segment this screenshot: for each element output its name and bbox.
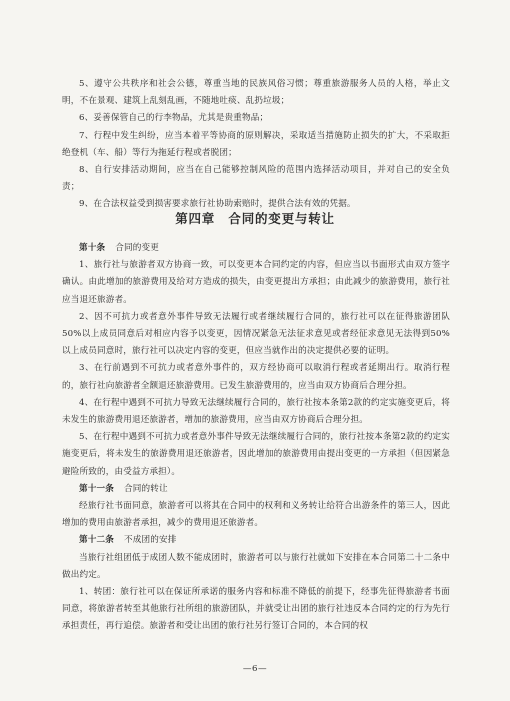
article-12-subtitle: 不成团的安排 bbox=[123, 535, 177, 546]
article-10-number: 第十条 bbox=[79, 243, 106, 253]
obligation-8: 8、自行安排活动期间，应当在自己能够控制风险的范围内选择活动项目，并对自己的安全负责； bbox=[62, 165, 450, 193]
article-10-para-4: 4、在行程中遇到不可抗力导致无法继续履行合同的，旅行社按本条第2款的约定实施变更后，将未发生的旅游费用退还旅游者，增加的旅游费用，应当由双方协商后合理分担。 bbox=[62, 397, 450, 426]
article-12-heading bbox=[62, 532, 450, 549]
article-10-para-1: 1、旅行社与旅游者双方协商一致，可以变更本合同约定的内容，但应当以书面形式由双方签字确认。由此增加的旅游费用及给对方造成的损失，由变更提出方承担；由此减少的旅游费用，旅行社应当退还旅游者。 bbox=[62, 260, 450, 305]
article-10-heading bbox=[62, 240, 450, 257]
article-10-subtitle: 合同的变更 bbox=[115, 243, 159, 253]
page-number: —6— bbox=[242, 664, 268, 674]
obligation-5: 5、遵守公共秩序和社会公德，尊重当地的民族风俗习惯；尊重旅游服务人员的人格，举止文明，不在景观、建筑上乱刻乱画，不随地吐痰、乱扔垃圾； bbox=[62, 79, 450, 107]
chapter-body bbox=[62, 240, 450, 636]
top-section bbox=[62, 76, 450, 214]
article-11-heading bbox=[62, 481, 450, 498]
article-10-para-3: 3、在行前遇到不可抗力或者意外事件的，双方经协商可以取消行程或者延期出行。取消行程的，旅行社向旅游者全额退还旅游费用。已发生旅游费用的，应当由双方协商后合理分担。 bbox=[62, 363, 450, 391]
article-11-number: 第十一条 bbox=[79, 483, 114, 494]
obligation-6: 6、妥善保管自己的行李物品，尤其是贵重物品； bbox=[79, 113, 269, 124]
chapter-title: 第四章 合同的变更与转让 bbox=[175, 211, 335, 226]
article-11-subtitle: 合同的转让 bbox=[123, 483, 168, 494]
article-12-para-1: 当旅行社组团低于成团人数不能成团时，旅游者可以与旅行社就如下安排在本合同第二十二条中做出约定。 bbox=[62, 552, 450, 580]
article-12-number: 第十二条 bbox=[79, 535, 114, 546]
article-10-para-2: 2、因不可抗力或者意外事件导致无法履行或者继续履行合同的，旅行社可以在征得旅游团队50%以上成员同意后对相应内容予以变更，因情况紧急无法征求意见或者经征求意见无法得到50%以上成员同意时，旅行社可以决定内容的变更，但应当就作出的决定提供必要的证明。 bbox=[62, 311, 450, 357]
obligation-7: 7、行程中发生纠纷，应当本着平等协商的原则解决，采取适当措施防止损失的扩大，不采取拒绝登机（车、船）等行为拖延行程或者脱团； bbox=[62, 130, 450, 158]
article-11-para-1: 经旅行社书面同意，旅游者可以将其在合同中的权利和义务转让给符合出游条件的第三人，因此增加的费用由旅游者承担，减少的费用退还旅游者。 bbox=[62, 501, 450, 529]
article-10-para-5: 5、在行程中遇到不可抗力或者意外事件导致无法继续履行合同的，旅行社按本条第2款的约定实施变更后，将未发生的旅游费用退还旅游者，因此增加的旅游费用由提出变更的一方承担（但因紧急避险所致的，由受益方承担）。 bbox=[62, 432, 450, 477]
obligation-9: 9、在合法权益受到损害要求旅行社协助索赔时，提供合法有效的凭据。 bbox=[79, 199, 356, 210]
article-12-para-2: 1、转团：旅行社可以在保证所承诺的服务内容和标准不降低的前提下，经事先征得旅游者书面同意，将旅游者转至其他旅行社所组的旅游团队，并就受让出团的旅行社违反本合同约定的行为先行承担责任，再行追偿。旅游者和受让出团的旅行社另行签订合同的，本合同的权 bbox=[62, 587, 450, 632]
